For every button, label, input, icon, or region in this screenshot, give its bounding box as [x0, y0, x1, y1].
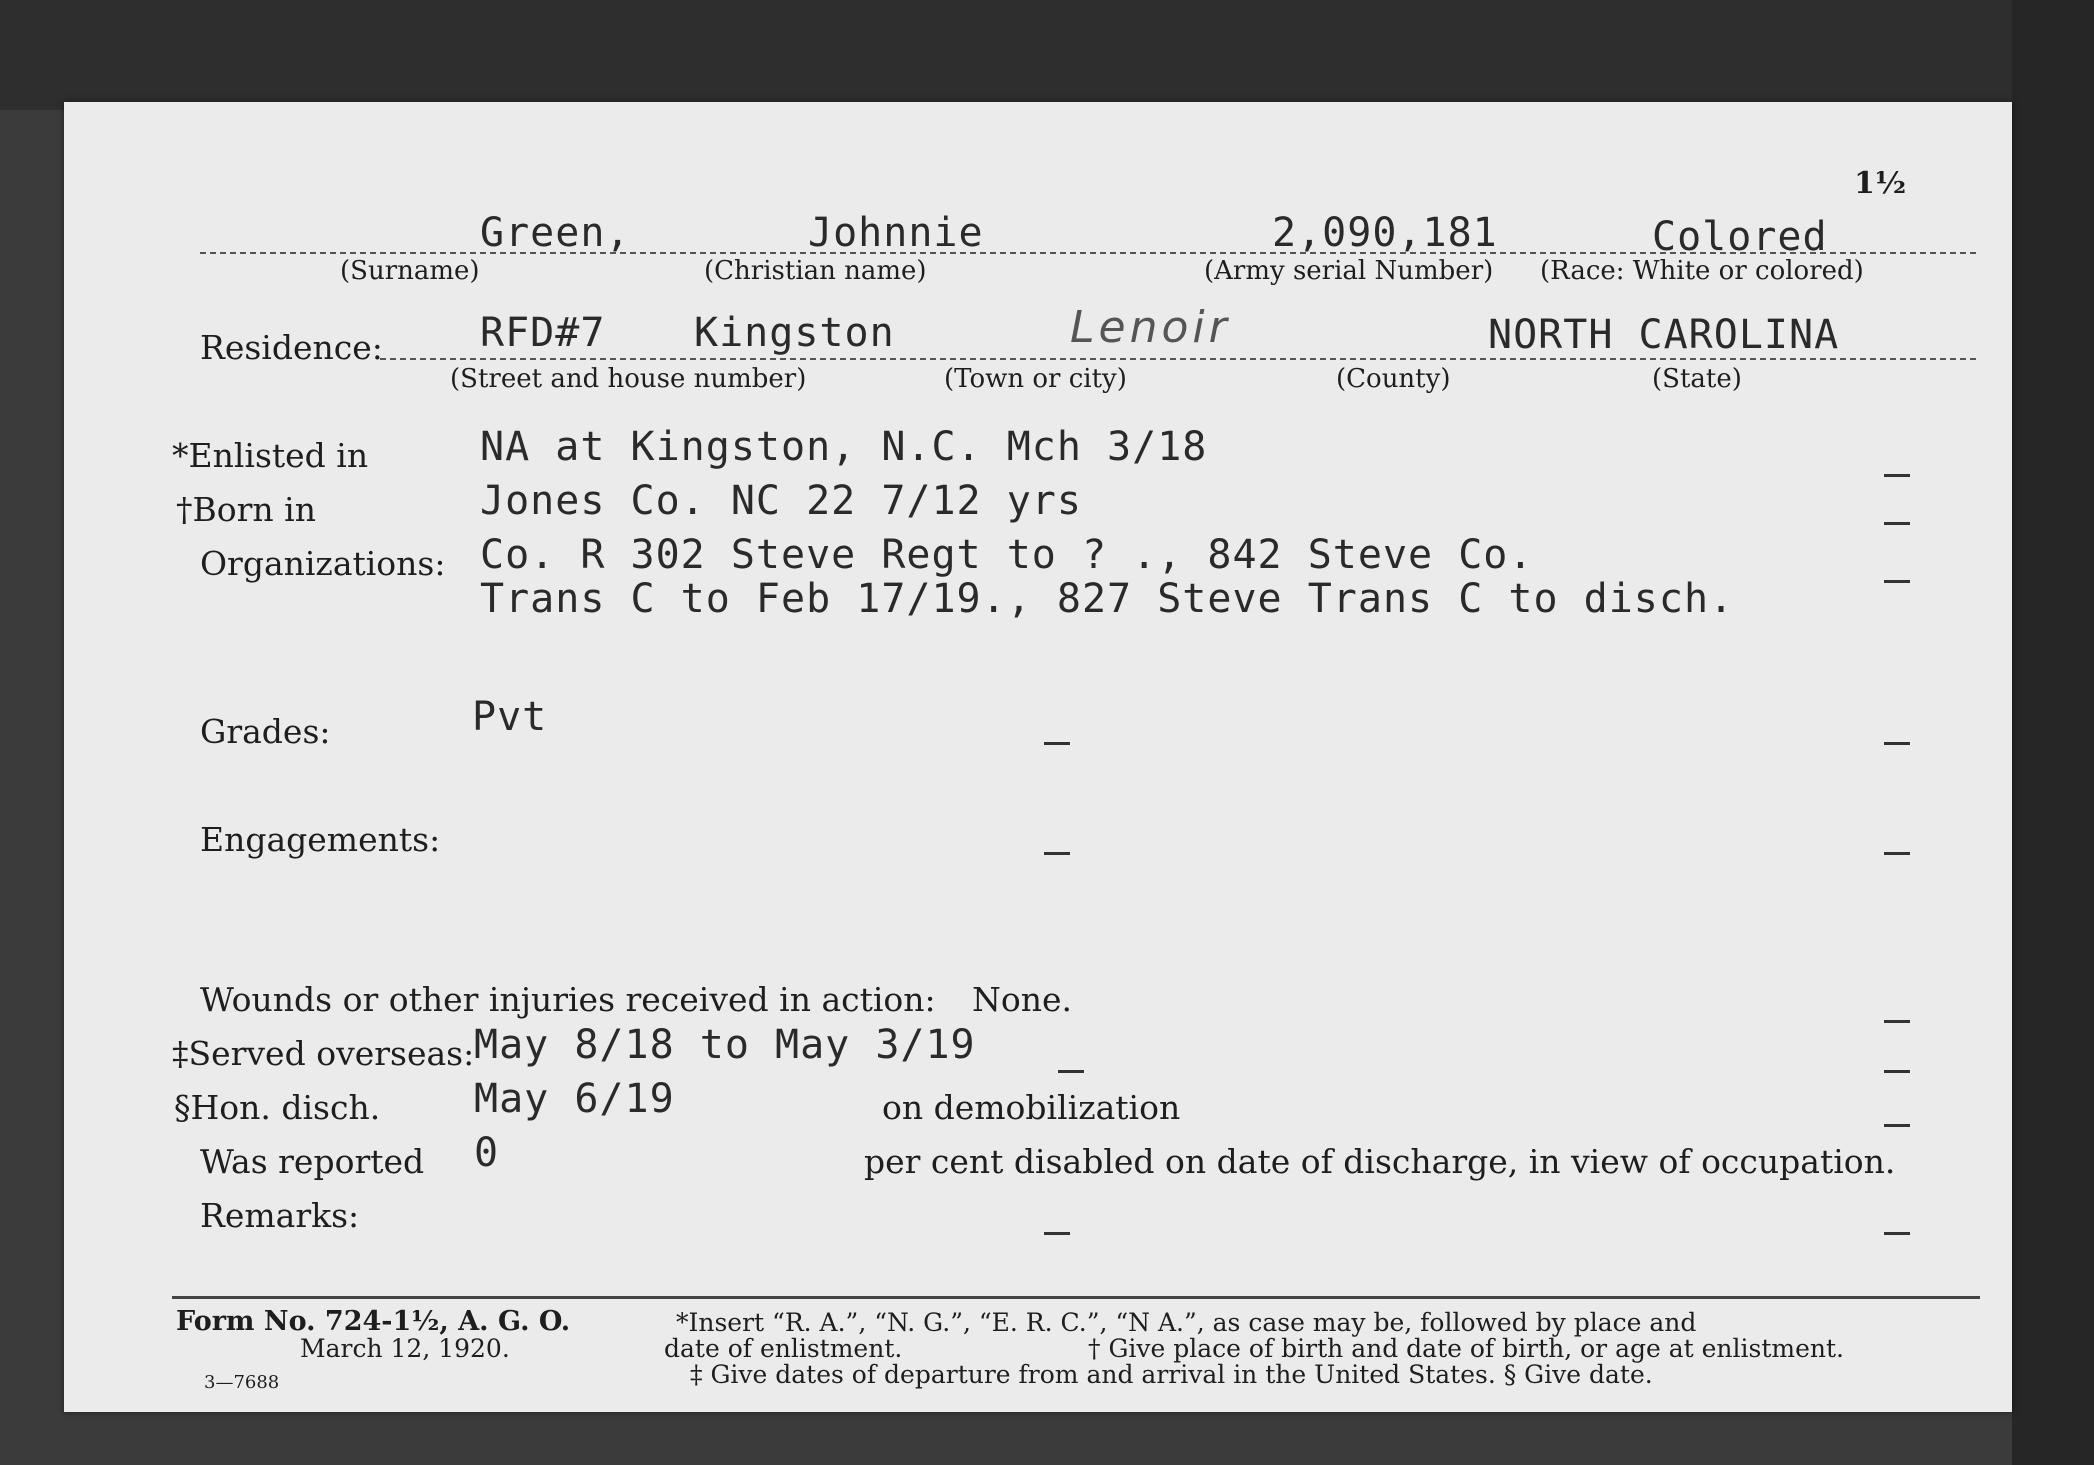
reported-value: 0 — [474, 1130, 500, 1176]
blank-mark — [1884, 742, 1910, 745]
street-value: RFD#7 — [480, 310, 606, 356]
blank-mark — [1884, 1020, 1910, 1023]
state-value: NORTH CAROLINA — [1488, 312, 1840, 358]
overseas-label: ‡Served overseas: — [172, 1034, 475, 1073]
residence-label: Residence: — [200, 328, 383, 367]
street-caption: (Street and house number) — [450, 364, 807, 394]
grades-label: Grades: — [200, 712, 331, 751]
serial-number-value: 2,090,181 — [1272, 210, 1498, 256]
surname-caption: (Surname) — [340, 256, 480, 286]
background-top — [0, 0, 2094, 110]
hon-disch-note: on demobilization — [882, 1088, 1181, 1127]
race-value: Colored — [1652, 214, 1828, 260]
organizations-line-2: Trans C to Feb 17/19., 827 Steve Trans C to disch. — [480, 576, 1735, 622]
blank-mark — [1044, 852, 1070, 855]
form-number: Form No. 724-1½, A. G. O. — [176, 1306, 571, 1337]
footnote-3: ‡ Give dates of departure from and arrival in the United States. § Give date. — [690, 1360, 1653, 1389]
county-value: Lenoir — [1070, 302, 1231, 353]
born-label: †Born in — [176, 490, 316, 529]
page-number: 1½ — [1854, 166, 1907, 201]
form-date: March 12, 1920. — [300, 1334, 510, 1363]
footnote-2b: † Give place of birth and date of birth, or age at enlistment. — [1088, 1334, 1844, 1363]
town-value: Kingston — [694, 310, 895, 356]
blank-mark — [1884, 852, 1910, 855]
serial-caption: (Army serial Number) — [1204, 256, 1494, 286]
blank-mark — [1884, 1070, 1910, 1073]
blank-mark — [1044, 1232, 1070, 1235]
residence-rule — [380, 358, 1976, 360]
town-caption: (Town or city) — [944, 364, 1127, 394]
footer-rule — [172, 1296, 1980, 1299]
engagements-label: Engagements: — [200, 820, 441, 859]
wounds-label: Wounds or other injuries received in action: — [200, 980, 936, 1019]
hon-disch-label: §Hon. disch. — [174, 1088, 381, 1127]
print-code: 3—7688 — [204, 1372, 280, 1393]
grades-value: Pvt — [472, 694, 548, 740]
reported-note: per cent disabled on date of discharge, in view of occupation. — [864, 1142, 1896, 1181]
blank-mark — [1884, 580, 1910, 583]
enlisted-value: NA at Kingston, N.C. Mch 3/18 — [480, 424, 1208, 470]
blank-mark — [1044, 742, 1070, 745]
background-right — [2012, 0, 2094, 1465]
christian-name-value: Johnnie — [808, 210, 984, 256]
county-caption: (County) — [1336, 364, 1451, 394]
service-record-card — [64, 102, 2012, 1412]
blank-mark — [1884, 474, 1910, 477]
christian-name-caption: (Christian name) — [704, 256, 927, 286]
blank-mark — [1884, 1232, 1910, 1235]
blank-mark — [1058, 1070, 1084, 1073]
organizations-line-1: Co. R 302 Steve Regt to ? ., 842 Steve Co. — [480, 532, 1534, 578]
footnote-2a: date of enlistment. — [664, 1334, 903, 1363]
race-caption: (Race: White or colored) — [1540, 256, 1864, 286]
blank-mark — [1884, 1124, 1910, 1127]
surname-value: Green, — [480, 210, 631, 256]
reported-label: Was reported — [200, 1142, 425, 1181]
enlisted-label: *Enlisted in — [172, 436, 369, 475]
organizations-label: Organizations: — [200, 544, 446, 583]
state-caption: (State) — [1652, 364, 1742, 394]
remarks-label: Remarks: — [200, 1196, 360, 1235]
blank-mark — [1884, 522, 1910, 525]
overseas-value: May 8/18 to May 3/19 — [474, 1022, 976, 1068]
hon-disch-value: May 6/19 — [474, 1076, 675, 1122]
wounds-value: None. — [972, 980, 1073, 1019]
footnote-1: *Insert “R. A.”, “N. G.”, “E. R. C.”, “N A.”, as case may be, followed by place and — [676, 1308, 1697, 1337]
born-value: Jones Co. NC 22 7/12 yrs — [480, 478, 1082, 524]
